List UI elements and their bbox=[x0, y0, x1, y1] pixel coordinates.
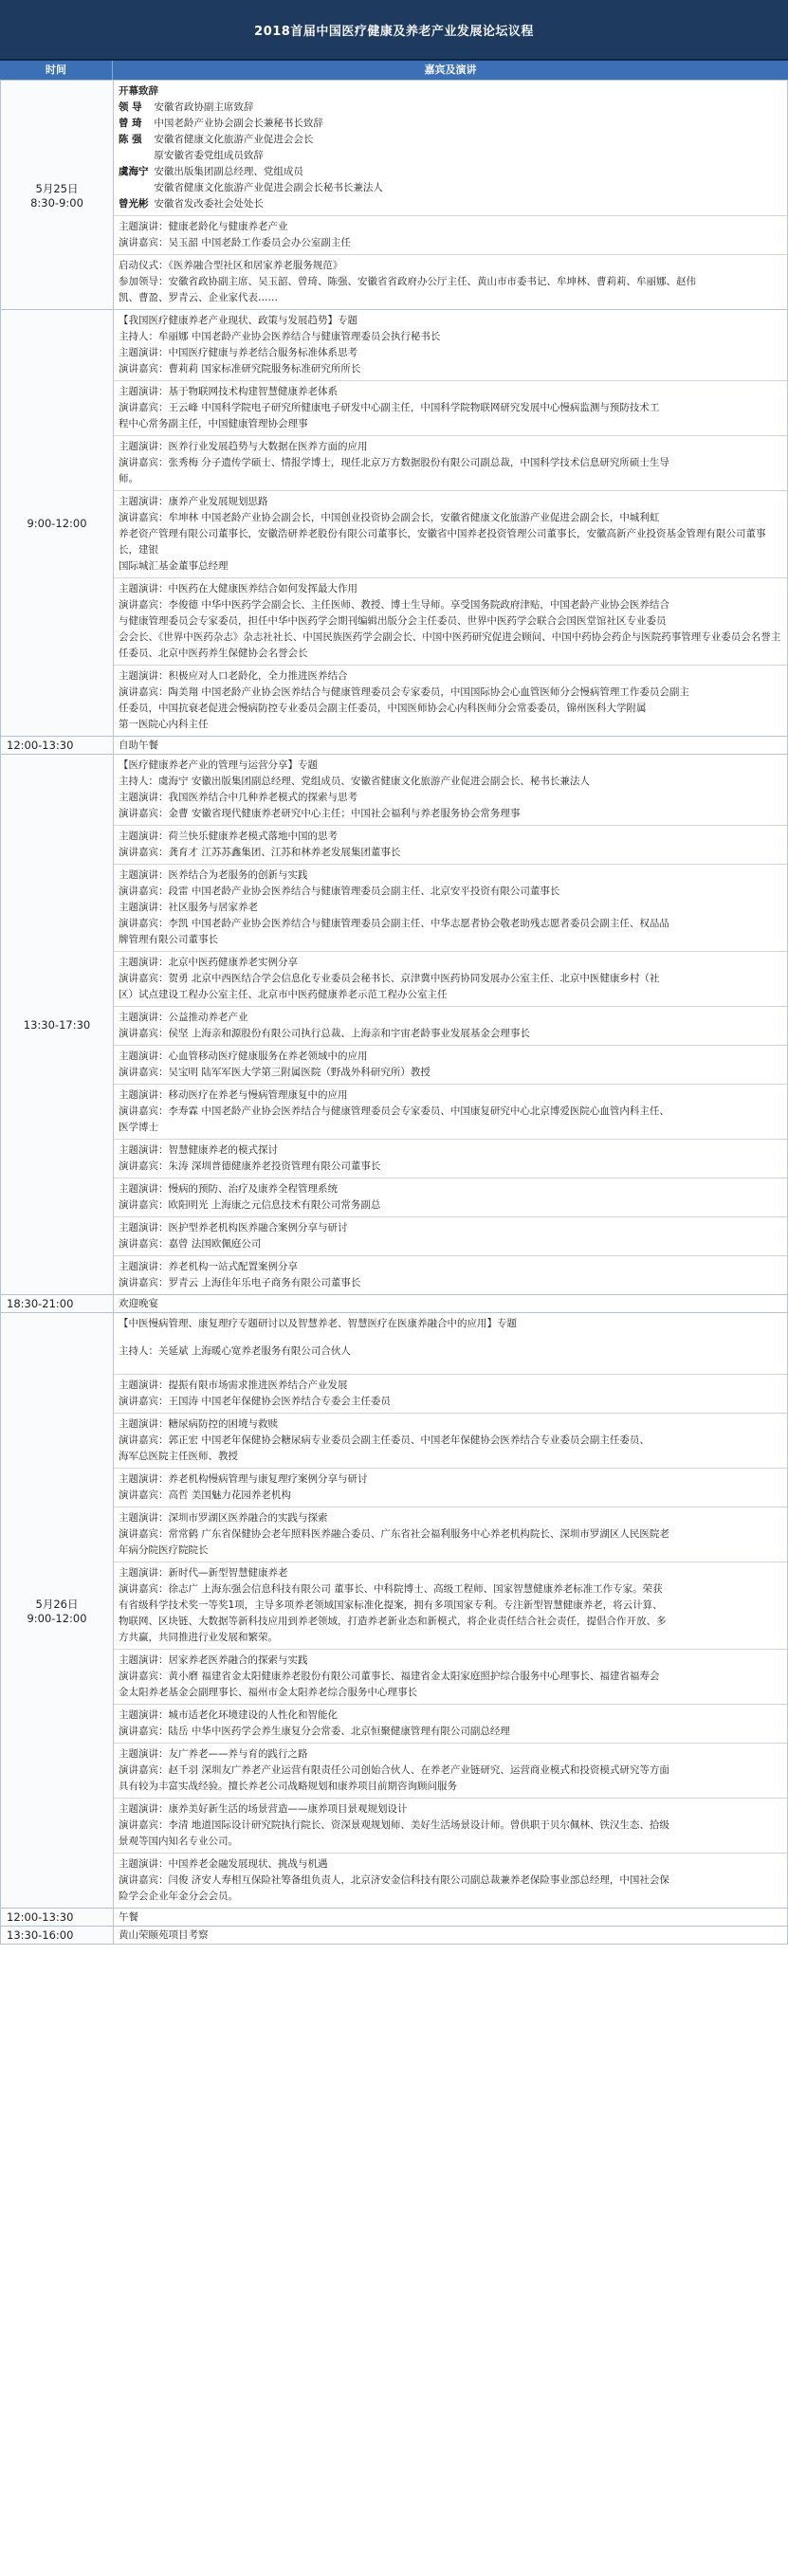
time-cell bbox=[1, 81, 114, 310]
page-title: 2018首届中国医疗健康及养老产业发展论坛议程 bbox=[254, 24, 534, 39]
time-range: 9:00-12:00 bbox=[27, 516, 87, 530]
content-cell bbox=[114, 1295, 788, 1313]
table-row bbox=[1, 1909, 788, 1927]
opening-line: 领 导 安徽省政协副主席致辞 bbox=[119, 101, 254, 113]
session-host: 主持人：关延斌 上海暖心宽养老服务有限公司合伙人 bbox=[119, 1345, 351, 1357]
content-cell bbox=[114, 1909, 788, 1927]
talk-block: 主题演讲：荷兰快乐健康养老模式落地中国的思考 演讲嘉宾：龚育才 江苏苏鑫集团、江苏和林养老发展集团董事长 bbox=[114, 826, 787, 865]
talk-block: 主题演讲：养老机构一站式配置案例分享 演讲嘉宾：罗青云 上海佳年乐电子商务有限公司董事长 bbox=[119, 1261, 361, 1288]
time-cell bbox=[1, 310, 114, 737]
time-cell: 18:30-21:00 bbox=[1, 1295, 114, 1313]
opening-line: 安徽省健康文化旅游产业促进会副会长秘书长兼法人 bbox=[154, 182, 383, 193]
talk-block: 主题演讲：友广养老——养与育的践行之路 演讲嘉宾：赵千羽 深圳友广养老产业运营有限责任公司创始合伙人、在养老产业链研究、运营商业模式和投资模式研究等方面 具有较为丰富实战经验。擅长养老公司战略规划和康养项目前期咨询顾问服务 bbox=[114, 1744, 787, 1799]
opening-title: 开幕致辞 bbox=[119, 85, 158, 97]
header-content: 嘉宾及演讲 bbox=[424, 64, 477, 76]
talk-block: 主题演讲：养老机构慢病管理与康复理疗案例分享与研讨 演讲嘉宾：高哲 美国魅力花园养老机构 bbox=[114, 1469, 787, 1507]
talk-block: 主题演讲：医护型养老机构医养融合案例分享与研讨 演讲嘉宾：嘉曾 法国欧佩庭公司 bbox=[114, 1217, 787, 1256]
talk-block: 主题演讲：基于物联网技术构建智慧健康养老体系 演讲嘉宾：王云峰 中国科学院电子研究所健康电子研发中心副主任，中国科学院物联网研究发展中心慢病监测与预防技术工 程中心常务副主任，中国健康管理协会理事 bbox=[114, 381, 787, 436]
session-header: 【中医慢病管理、康复理疗专题研讨以及智慧养老、智慧医疗在医康养融合中的应用】专题 bbox=[119, 1318, 517, 1329]
content-cell bbox=[114, 81, 788, 310]
talk-block: 主题演讲：心血管移动医疗健康服务在养老领域中的应用 演讲嘉宾：吴宝明 陆军军医大学第三附属医院（野战外科研究所）教授 bbox=[114, 1046, 787, 1085]
content-cell bbox=[114, 1927, 788, 1945]
content-cell bbox=[114, 737, 788, 755]
time-cell: 12:00-13:30 bbox=[1, 1909, 114, 1927]
opening-line: 虞海宁 安徽出版集团副总经理、党组成员 bbox=[119, 166, 303, 177]
talk-block: 主题演讲：中国养老金融发展现状、挑战与机遇 演讲嘉宾：闫俊 济安人寿相互保险社筹备组负责人，北京济安金信科技有限公司副总裁兼养老保险事业部总经理，中国社会保 险学会企业年金分会会员。 bbox=[119, 1858, 669, 1902]
table-row bbox=[1, 1295, 788, 1313]
talk-block: 主题演讲：医养结合为老服务的创新与实践 演讲嘉宾：段雷 中国老龄产业协会医养结合与健康管理委员会副主任、北京安平投资有限公司董事长 主题演讲：社区服务与居家养老 演讲嘉宾：李凯 中国老龄产业协会医养结合与健康管理委员会副主任、中华志愿者协会敬老助残志愿者委员会副主任、权品品 牌管理有限公司董事长 bbox=[114, 865, 787, 952]
content-cell bbox=[114, 310, 788, 737]
dinner-label: 欢迎晚宴 bbox=[119, 1298, 158, 1309]
session-header: 【我国医疗健康养老产业现状、政策与发展趋势】专题 bbox=[119, 315, 357, 326]
talk-block: 主题演讲：医养行业发展趋势与大数据在医养方面的应用 演讲嘉宾：张秀梅 分子遗传学硕士、情报学博士，现任北京万方数据股份有限公司副总裁，中国科学技术信息研究所硕士生导 师。 bbox=[114, 436, 787, 491]
session-host: 主持人：虞海宁 安徽出版集团副总经理、党组成员、安徽省健康文化旅游产业促进会副会长、秘书长兼法人 bbox=[119, 776, 590, 787]
talk-block: 主题演讲：城市适老化环境建设的人性化和智能化 演讲嘉宾：陆岳 中华中医药学会养生康复分会常委、北京恒聚健康管理有限公司副总经理 bbox=[114, 1705, 787, 1744]
time-cell bbox=[1, 1313, 114, 1909]
talk-block: 主题演讲：居家养老医养融合的探索与实践 演讲嘉宾：黄小磨 福建省金太阳健康养老股份有限公司董事长、福建省金太阳家庭照护综合服务中心理事长、福建省福寿会 金太阳养老基金会副理事长、福州市金太阳养老综合服务中心理事长 bbox=[114, 1650, 787, 1705]
talk-block: 主题演讲：公益推动养老产业 演讲嘉宾：侯坚 上海亲和源股份有限公司执行总裁、上海亲和宇宙老龄事业发展基金会理事长 bbox=[114, 1007, 787, 1046]
lunch-label: 午餐 bbox=[119, 1911, 138, 1923]
talk-block: 主题演讲：康养产业发展规划思路 演讲嘉宾：牟坤林 中国老龄产业协会副会长，中国创业投资协会副会长，安徽省健康文化旅游产业促进会副会长，中城利虹 养老资产管理有限公司董事长，安徽浩研养老股份有限公司董事长，安徽省中国养老投资管理公司董事长，安徽高新产业投资基金管理有限公司董事长，建银 国际城汇基金董事总经理 bbox=[114, 491, 787, 578]
table-header bbox=[0, 61, 788, 80]
session-header: 【医疗健康养老产业的管理与运营分享】专题 bbox=[119, 759, 318, 771]
content-cell bbox=[114, 1313, 788, 1909]
table-row bbox=[1, 1927, 788, 1945]
keynote-block: 主题演讲：健康老龄化与健康养老产业 演讲嘉宾：吴玉韶 中国老龄工作委员会办公室副主任 bbox=[114, 216, 787, 255]
talk-block: 主题演讲：慢病的预防、治疗及康养全程管理系统 演讲嘉宾：欧阳明光 上海康之元信息技术有限公司常务副总 bbox=[114, 1178, 787, 1217]
talk-block: 主题演讲：提振有限市场需求推进医养结合产业发展 演讲嘉宾：王国涛 中国老年保健协会医养结合专委会主任委员 bbox=[114, 1375, 787, 1414]
time-cell: 12:00-13:30 bbox=[1, 737, 114, 755]
header-time: 时间 bbox=[0, 61, 113, 80]
opening-line: 曾光彬 安徽省发改委社会处处长 bbox=[119, 198, 264, 210]
content-cell bbox=[114, 755, 788, 1295]
session-header-block: 【医疗健康养老产业的管理与运营分享】专题 主持人：虞海宁 安徽出版集团副总经理、党组成员、安徽省健康文化旅游产业促进会副会长、秘书长兼法人 主题演讲：我国医养结合中几种养老模式的探索与思考 演讲嘉宾：金曹 安徽省现代健康养老研究中心主任；中国社会福利与养老服务协会常务理事 bbox=[114, 755, 787, 826]
talk-block: 主题演讲：智慧健康养老的模式探讨 演讲嘉宾：朱涛 深圳普德健康养老投资管理有限公司董事长 bbox=[114, 1140, 787, 1178]
launch-block: 启动仪式：《医养融合型社区和居家养老服务规范》 参加领导：安徽省政协副主席、吴玉韶、曾琦、陈强、安徽省省政府办公厅主任、黄山市市委书记、牟坤林、曹莉莉、牟丽娜、赵伟 凯、曹盈、罗青云、企业家代表…… bbox=[119, 260, 696, 303]
opening-line: 原安徽省委党组成员致辞 bbox=[154, 150, 264, 161]
session-host: 主持人：牟丽娜 中国老龄产业协会医养结合与健康管理委员会执行秘书长 bbox=[119, 331, 441, 342]
time-date: 5月26日 bbox=[35, 1597, 79, 1611]
table-row bbox=[1, 81, 788, 310]
opening-line: 曾 琦 中国老龄产业协会副会长兼秘书长致辞 bbox=[119, 118, 323, 129]
time-cell bbox=[1, 755, 114, 1295]
time-date: 5月25日 bbox=[35, 181, 79, 195]
tour-label: 黄山荣颐苑项目考察 bbox=[119, 1929, 209, 1941]
talk-block: 主题演讲：积极应对人口老龄化，全力推进医养结合 演讲嘉宾：陶美翔 中国老龄产业协会医养结合与健康管理委员会专家委员，中国国际协会心血管医师分会慢病管理工作委员会副主 任委员，中国抗衰老促进会慢病防控专业委员会副主任委员，中国医师协会心内科医师分会常委委员，锦州医科大学附属 第一医院心内科主任 bbox=[119, 670, 689, 730]
talk-block: 主题演讲：糖尿病防控的困境与救赎 演讲嘉宾：郭正宏 中国老年保健协会糖尿病专业委员会副主任委员、中国老年保健协会医养结合专业委员会副主任委员、 海军总医院主任医师、教授 bbox=[114, 1414, 787, 1469]
session-header-block bbox=[114, 1313, 787, 1375]
talk-block: 主题演讲：深圳市罗湖区医养融合的实践与探索 演讲嘉宾：常常鹤 广东省保健协会老年照料医养融合委员、广东省社会福利服务中心养老机构院长、深圳市罗湖区人民医院老 年病分院医疗院院长 bbox=[114, 1507, 787, 1562]
talk-block: 主题演讲：新时代—新型智慧健康养老 演讲嘉宾：徐志广 上海东强会信息科技有限公司 董事长、中科院博士、高级工程师、国家智慧健康养老标准工作专家。荣获 有省级科学技术奖一等奖1项，主导多项养老领域国家标准化提案，拥有多项国家专利。专注新型智慧健康养老，将云计算、 物联网、区块链、大数据等新科技应用到养老领域，打造养老新业态和新模式，将企业责任结合社会责任，提倡合作开放、多 方共赢，共同推进行业发展和繁荣。 bbox=[114, 1562, 787, 1650]
session-header-block: 【我国医疗健康养老产业现状、政策与发展趋势】专题 主持人：牟丽娜 中国老龄产业协会医养结合与健康管理委员会执行秘书长 主题演讲：中国医疗健康与养老结合服务标准体系思考 演讲嘉宾：曹莉莉 国家标准研究院服务标准研究所所长 bbox=[114, 310, 787, 381]
agenda-table bbox=[0, 80, 788, 1945]
time-range: 9:00-12:00 bbox=[27, 1611, 87, 1625]
opening-block bbox=[114, 81, 787, 216]
talk-block: 主题演讲：移动医疗在养老与慢病管理康复中的应用 演讲嘉宾：李寿霖 中国老龄产业协会医养结合与健康管理委员会专家委员、中国康复研究中心北京博爱医院心血管内科主任、 医学博士 bbox=[114, 1085, 787, 1140]
talk-block: 主题演讲：康养美好新生活的场景营造——康养项目景观规划设计 演讲嘉宾：李清 地道国际设计研究院执行院长、资深景观规划师、美好生活场景设计师。曾供职于贝尔佩林、铁汉生态、拾级 景观等国内知名专业公司。 bbox=[114, 1799, 787, 1854]
talk-block: 主题演讲：北京中医药健康养老实例分享 演讲嘉宾：贺勇 北京中西医结合学会信息化专业委员会秘书长、京津冀中医药协同发展办公室主任、北京中医健康乡村（社 区）试点建设工程办公室主任、北京市中医药健康养老示范工程办公室主任 bbox=[114, 952, 787, 1007]
talk-block: 主题演讲：中医药在大健康医养结合如何发挥最大作用 演讲嘉宾：李俊德 中华中医药学会副会长、主任医师、教授、博士生导师。享受国务院政府津贴，中国老龄产业协会医养结合 与健康管理委员会专家委员，担任中华中医药学会期刊编辑出版分会主任委员、世界中医药学会联合会国医堂馆社区专业委员 会会长、《世界中医药杂志》杂志社社长、中国民族医药学会副会长、中国中医药研究促进会顾问、中国中药协会药企与医院药事管理专业委员会名誉主 任委员、北京中医药养生保健协会名誉会长 bbox=[114, 578, 787, 666]
lunch-label: 自助午餐 bbox=[119, 740, 158, 751]
opening-line: 陈 强 安徽省健康文化旅游产业促进会会长 bbox=[119, 134, 314, 145]
table-row bbox=[1, 310, 788, 737]
table-row bbox=[1, 737, 788, 755]
title-banner bbox=[0, 0, 788, 61]
table-row bbox=[1, 755, 788, 1295]
table-row bbox=[1, 1313, 788, 1909]
time-cell: 13:30-16:00 bbox=[1, 1927, 114, 1945]
time-range: 13:30-17:30 bbox=[23, 1017, 91, 1032]
time-range: 8:30-9:00 bbox=[30, 195, 83, 210]
